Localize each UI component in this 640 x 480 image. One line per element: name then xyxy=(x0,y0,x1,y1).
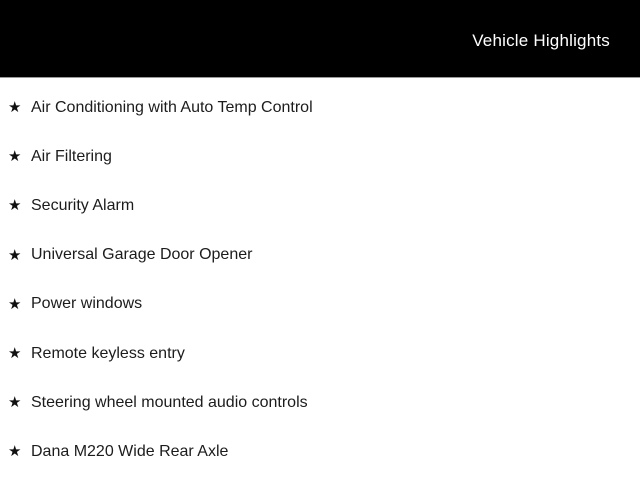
list-item-label: Steering wheel mounted audio controls xyxy=(31,393,308,411)
list-item-label: Air Conditioning with Auto Temp Control xyxy=(31,98,313,116)
star-icon: ★ xyxy=(8,246,22,264)
list-item-label: Universal Garage Door Opener xyxy=(31,246,253,264)
star-icon: ★ xyxy=(8,197,22,215)
star-icon: ★ xyxy=(8,148,22,166)
star-icon: ★ xyxy=(8,295,22,313)
list-item xyxy=(0,181,640,230)
star-icon: ★ xyxy=(8,443,22,461)
list-item xyxy=(0,329,640,378)
header-bar xyxy=(0,0,640,78)
page-title: Vehicle Highlights xyxy=(472,30,610,50)
star-icon: ★ xyxy=(8,99,22,117)
list-item xyxy=(0,83,640,132)
list-item xyxy=(0,427,640,476)
list-item xyxy=(0,378,640,427)
list-item-label: Air Filtering xyxy=(31,147,112,165)
list-item xyxy=(0,132,640,181)
list-item-label: Power windows xyxy=(31,295,143,313)
list-item xyxy=(0,231,640,280)
vehicle-highlights-list xyxy=(0,78,640,477)
list-item-label: Security Alarm xyxy=(31,196,135,214)
list-item xyxy=(0,280,640,329)
star-icon: ★ xyxy=(8,345,22,363)
list-item-label: Remote keyless entry xyxy=(31,344,185,362)
list-item-label: Dana M220 Wide Rear Axle xyxy=(31,442,229,460)
star-icon: ★ xyxy=(8,394,22,412)
